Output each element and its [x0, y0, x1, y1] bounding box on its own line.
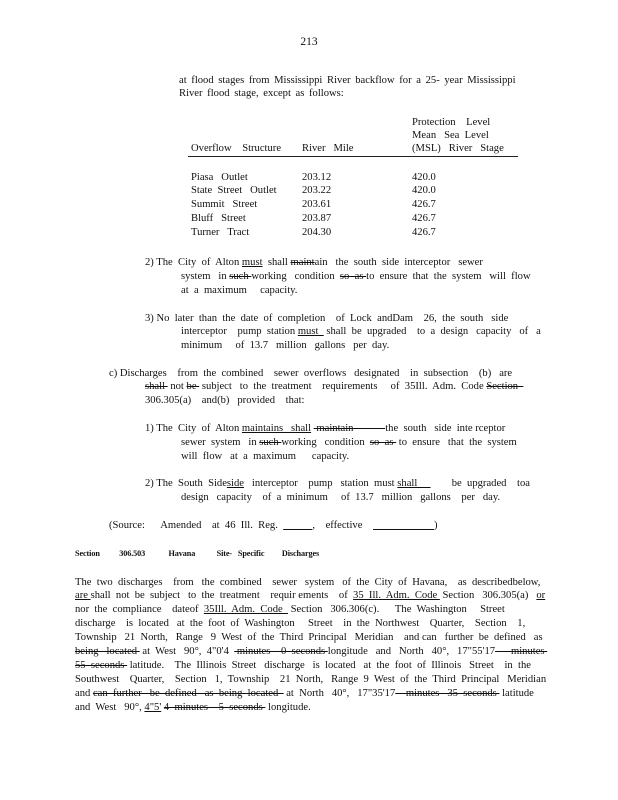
table-col-river-stage: (MSL) River Stage — [412, 143, 504, 154]
havana-line-1: The two discharges from the combined sewer system of the City of Havana, as describedbelow, — [75, 577, 541, 588]
table-cell: 420.0 — [412, 185, 436, 196]
para-c-line-1: c) Discharges from the combined sewer overflows designated in subsection (b) are — [109, 368, 513, 379]
c2-line-1: 2) The South Sideside interceptor pump station must shall be upgraded toa — [145, 478, 530, 489]
c2-line-2: design capacity of a minimum of 13.7 million gallons per day. — [181, 492, 501, 503]
table-cell: 426.7 — [412, 199, 436, 210]
havana-line-3: nor the compliance dateof 35Ill. Adm. Code Section 306.306(c). The Washington Street — [75, 604, 505, 615]
table-cell: 426.7 — [412, 227, 436, 238]
item3-line-3: minimum of 13.7 million gallons per day. — [181, 340, 390, 351]
table-row: Bluff Street — [191, 213, 246, 224]
table-cell: 203.61 — [302, 199, 332, 210]
table-header-msl: Mean Sea Level — [412, 130, 489, 141]
table-header-protection: Protection Level — [412, 117, 491, 128]
page-number: 213 — [300, 36, 318, 48]
item2-line-3: at a maximum capacity. — [181, 285, 298, 296]
table-row: Summit Street — [191, 199, 258, 210]
item2-line-2: system in such working condition so as to ensure that the system will flow — [181, 271, 531, 282]
c1-line-2: sewer system in such working condition so as to ensure that the system — [181, 437, 517, 448]
table-col-overflow: Overflow Structure — [191, 143, 282, 154]
para-c-line-3: 306.305(a) and(b) provided that: — [145, 395, 305, 406]
source-note: (Source: Amended at 46 Ill. Reg. , effective ) — [109, 520, 438, 531]
havana-line-4: discharge is located at the foot of Washington Street in the Northwest Quarter, Section 1, — [75, 618, 526, 629]
havana-line-6: being located at West 90°, 4"0'4 minutes 0 seconds longitude and North 40°, 17"55'17 minutes — [75, 646, 548, 657]
item3-line-2: interceptor pump station must shall be upgraded to a design capacity of a — [181, 326, 541, 337]
table-cell: 426.7 — [412, 213, 436, 224]
section-heading: Section 306.503 Havana Site- Specific Discharges — [75, 549, 320, 558]
table-row: Piasa Outlet — [191, 172, 248, 183]
havana-line-2: are shall not be subject to the treatment requir ements of 35 Ill. Adm. Code Section 306.305(a) or — [75, 590, 546, 601]
table-row: Turner Tract — [191, 227, 250, 238]
intro-line-1: at flood stages from Mississippi River backflow for a 25- year Mississippi — [179, 75, 516, 86]
table-cell: 203.87 — [302, 213, 332, 224]
havana-line-5: Township 21 North, Range 9 West of the Third Principal Meridian and can further be defined as — [75, 632, 543, 643]
c1-line-3: will flow at a maximum capacity. — [181, 451, 350, 462]
table-cell: 204.30 — [302, 227, 332, 238]
table-row: State Street Outlet — [191, 185, 277, 196]
table-header-rule — [188, 156, 518, 157]
havana-line-10: and West 90°, 4"5' 4 minutes 5 seconds longitude. — [75, 702, 311, 713]
table-col-river-mile: River Mile — [302, 143, 354, 154]
intro-line-2: River flood stage, except as follows: — [179, 88, 344, 99]
table-cell: 203.22 — [302, 185, 332, 196]
havana-line-9: and can further be defined as being located at North 40°, 17"35'17 minutes 35 seconds latitude — [75, 688, 534, 699]
table-cell: 203.12 — [302, 172, 332, 183]
table-cell: 420.0 — [412, 172, 436, 183]
item3-line-1: 3) No later than the date of completion of Lock andDam 26, the south side — [145, 313, 509, 324]
item2-line-1: 2) The City of Alton must shall maintain the south side interceptor sewer — [145, 257, 483, 268]
para-c-line-2: shall not be subject to the treatment requirements of 35Ill. Adm. Code Section — [145, 381, 524, 392]
havana-line-8: Southwest Quarter, Section 1, Township 21 North, Range 9 West of the Third Principal Meridian — [75, 674, 547, 685]
c1-line-1: 1) The City of Alton maintains shall maintain the south side inte rceptor — [145, 423, 506, 434]
havana-line-7: 55 seconds latitude. The Illinois Street discharge is located at the foot of Illinois Street in the — [75, 660, 531, 671]
